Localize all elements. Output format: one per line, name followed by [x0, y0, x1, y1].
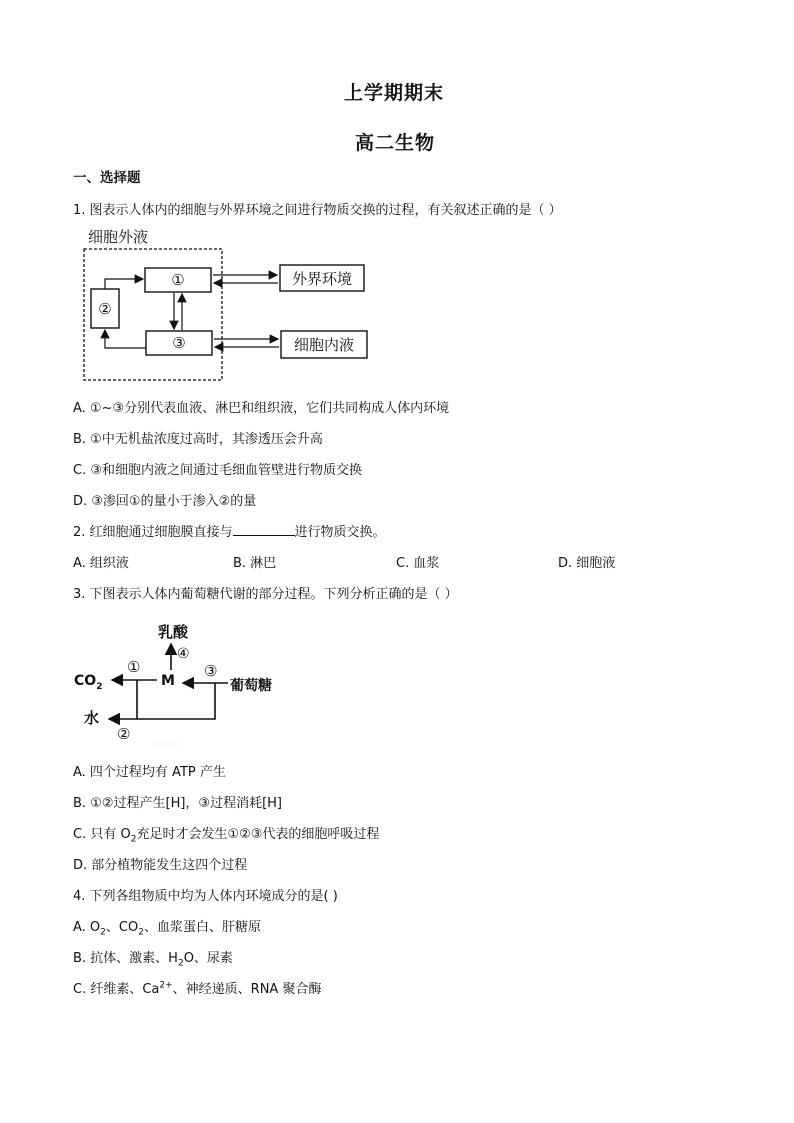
- q3-option-b: B. ①②过程产生[H]，③过程消耗[H]: [73, 796, 282, 811]
- extracellular-fluid-label: 细胞外液: [88, 228, 149, 246]
- q3-option-a: A. 四个过程均有 ATP 产生: [73, 765, 226, 780]
- q4-option-c: C. 纤维素、$Ca^{2+}$、神经递质、RNA 聚合酶: [73, 980, 322, 997]
- arrow-3-to-2: [105, 330, 146, 348]
- box-1-label: ①: [171, 271, 185, 289]
- q2-stem-pre: 2. 红细胞通过细胞膜直接与: [73, 525, 233, 540]
- q1-option-b: B. ①中无机盐浓度过高时，其渗透压会升高: [73, 432, 323, 447]
- section-heading: 一、选择题: [73, 170, 141, 186]
- q4-stem: 4. 下列各组物质中均为人体内环境成分的是( ): [73, 889, 338, 904]
- q1-option-a: A. ①~③分别代表血液、淋巴和组织液，它们共同构成人体内环境: [73, 401, 450, 416]
- q3-diagram: [70, 612, 290, 747]
- q2-option-b: B. 淋巴: [233, 556, 277, 571]
- q1-option-d: D. ③渗回①的量小于渗入②的量: [73, 494, 257, 509]
- glucose-label: 葡萄糖: [230, 678, 272, 694]
- water-loop: [137, 680, 215, 719]
- page-title: 上学期期末: [344, 82, 445, 104]
- process-1-label: ①: [127, 658, 141, 676]
- q4-option-b: B. 抗体、激素、$H_2O$、尿素: [73, 951, 233, 969]
- q3-stem: 3. 下图表示人体内葡萄糖代谢的部分过程。下列分析正确的是（ ）: [73, 587, 458, 602]
- m-label: M: [161, 673, 175, 689]
- co2-label: $CO_2$: [74, 673, 103, 692]
- process-3-label: ③: [204, 662, 218, 680]
- q3-option-c: C. 只有 $O_2$充足时才会发生①②③代表的细胞呼吸过程: [73, 827, 380, 845]
- lactic-acid-label: 乳酸: [158, 623, 189, 641]
- box-2-label: ②: [98, 300, 112, 318]
- q2-option-c: C. 血浆: [396, 556, 440, 571]
- water-label: 水: [84, 709, 100, 727]
- q1-stem: 1. 图表示人体内的细胞与外界环境之间进行物质交换的过程，有关叙述正确的是（ ）: [73, 203, 562, 218]
- external-env-label: 外界环境: [291, 270, 353, 288]
- process-2-label: ②: [117, 725, 131, 743]
- q2-option-d: D. 细胞液: [558, 556, 616, 571]
- intracellular-label: 细胞内液: [293, 336, 355, 354]
- q2-stem-post: 进行物质交换。: [294, 525, 386, 540]
- process-4-label: ④: [177, 646, 190, 662]
- q4-option-a: A. $O_2$、$CO_2$、血浆蛋白、肝糖原: [73, 920, 261, 938]
- q2-stem: [73, 521, 386, 540]
- arrow-2-to-1: [105, 279, 143, 289]
- q2-option-a: A. 组织液: [73, 556, 129, 571]
- q3-option-d: D. 部分植物能发生这四个过程: [73, 858, 248, 873]
- page-subtitle: 高二生物: [355, 132, 436, 154]
- box-3-label: ③: [172, 334, 186, 352]
- q2-blank: [233, 523, 295, 536]
- q1-diagram: [78, 222, 378, 384]
- q1-option-c: C. ③和细胞内液之间通过毛细血管壁进行物质交换: [73, 463, 362, 478]
